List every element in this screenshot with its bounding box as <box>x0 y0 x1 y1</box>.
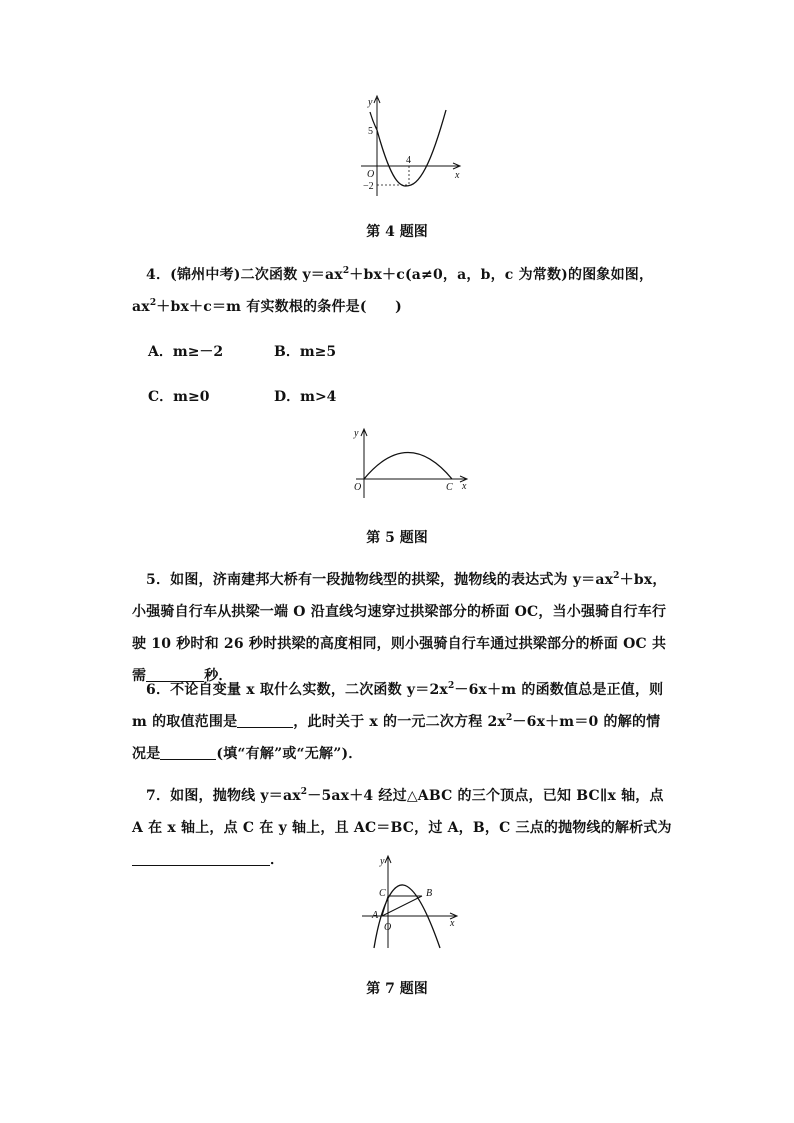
label-x: x <box>462 481 467 492</box>
figure-5-graph <box>348 424 473 500</box>
label-c: C <box>379 888 386 899</box>
label-origin: O <box>354 482 362 493</box>
label-x: x <box>455 170 460 181</box>
label-4: 4 <box>406 155 411 166</box>
answer-blank-7[interactable] <box>132 851 270 866</box>
figure-5-caption: 第 5 题图 <box>366 530 428 546</box>
parabola <box>377 110 446 186</box>
figure-7-graph <box>360 852 460 952</box>
label-y: y <box>380 856 385 867</box>
figure-4-graph <box>355 92 465 202</box>
label-b: B <box>426 888 433 899</box>
answer-blank-6b[interactable] <box>160 745 216 760</box>
label-neg2: −2 <box>363 181 374 192</box>
figure-4-caption: 第 4 题图 <box>366 224 428 240</box>
question-5: 5．如图，济南建邦大桥有一段抛物线型的拱梁，抛物线的表达式为 $y=ax^2+bx$，小强骑自行车从拱梁一端 O 沿直线匀速穿过拱梁部分的桥面 OC，当小强骑自行车行驶 10 秒时和 26 秒时拱梁的高度相同，则小强骑自行车通过拱梁部分的桥面 OC 共需 秒． <box>132 571 667 684</box>
label-c: C <box>446 482 453 493</box>
option-d[interactable]: D．m>4 <box>274 389 337 405</box>
question-6: 6．不论自变量 x 取什么实数，二次函数 $y=2x^2-6x+m$ 的函数值总是正值，则 m 的取值范围是 ，此时关于 x 的一元二次方程 $2x^2-6x+m=0$ 的解的情况是 (填“有解”或“无解”)． <box>132 681 664 762</box>
label-origin: O <box>384 922 392 933</box>
answer-blank-6a[interactable] <box>237 713 293 728</box>
figure-5 <box>348 424 473 500</box>
label-5: 5 <box>368 126 373 137</box>
option-b[interactable]: B．m≥5 <box>274 344 337 360</box>
question-7: 7．如图，抛物线 $y=ax^2-5ax+4$ 经过△ABC 的三个顶点，已知 BC∥x 轴，点 A 在 x 轴上，点 C 在 y 轴上，且 AC＝BC，过 A，B，C 三点的抛物线的解析式为． <box>132 787 672 868</box>
label-y: y <box>354 428 359 439</box>
arch-parabola <box>364 453 452 480</box>
option-c[interactable]: C．m≥0 <box>148 389 210 405</box>
label-x: x <box>450 918 455 929</box>
figure-7-caption: 第 7 题图 <box>366 981 428 997</box>
option-a[interactable]: A．m≥－2 <box>148 344 224 360</box>
question-4: 4．(锦州中考)二次函数 $y=ax^2+bx+c(a\ne 0$，a，b，c 为常数)的图象如图，$ax^2+bx+c=m$ 有实数根的条件是( ) <box>132 266 654 315</box>
figure-7 <box>360 852 460 952</box>
label-y: y <box>368 97 373 108</box>
figure-4 <box>355 92 465 202</box>
label-a: A <box>372 910 379 921</box>
label-origin: O <box>367 169 375 180</box>
